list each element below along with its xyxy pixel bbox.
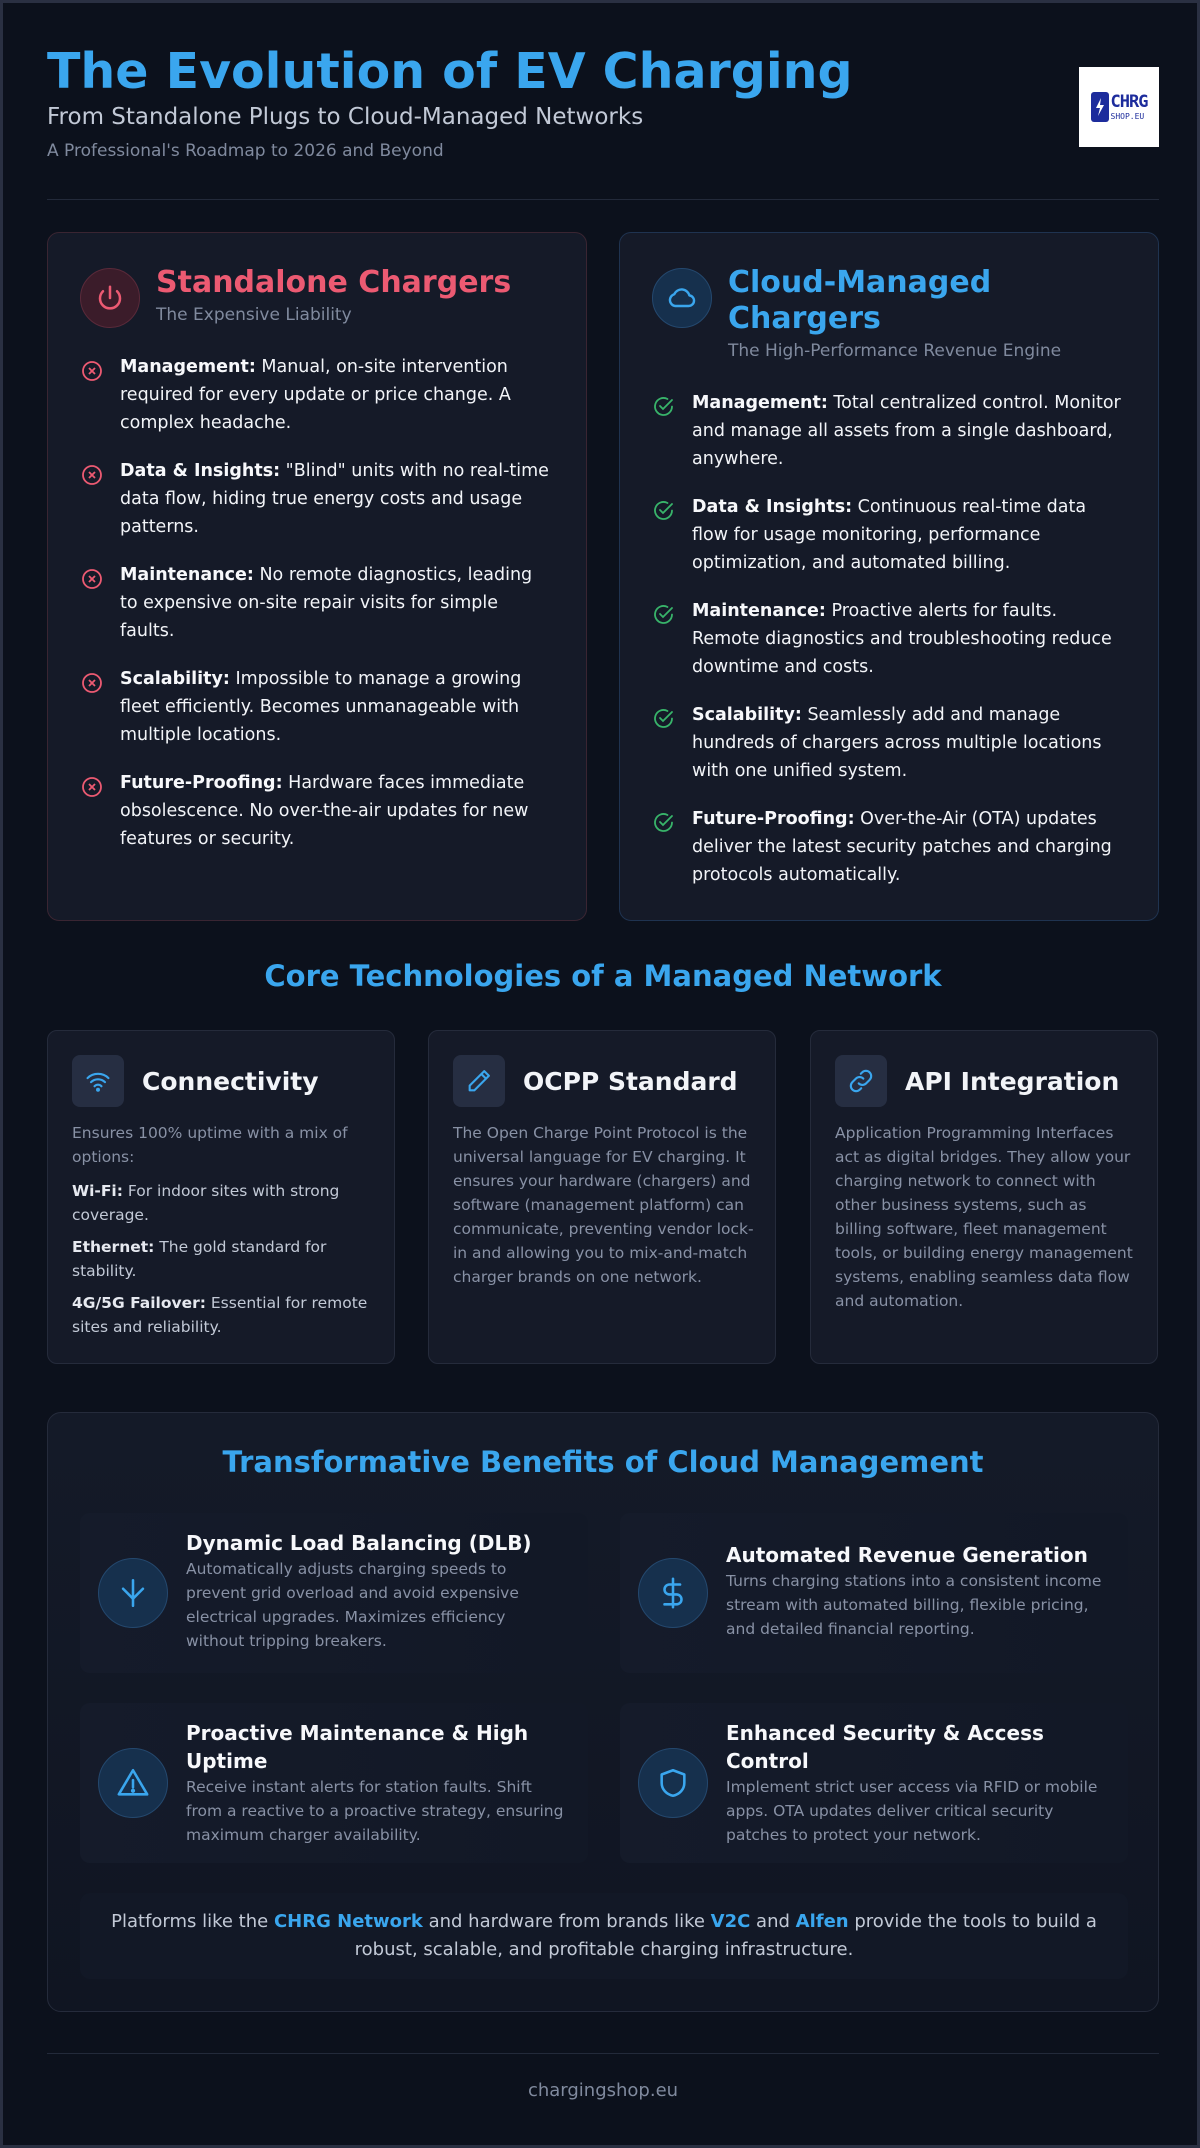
item-text: Impossible to manage a growing fleet efficiently. Becomes unmanageable with multiple locations. [120, 669, 522, 745]
note-text: and [750, 1911, 796, 1932]
standalone-subtitle: The Expensive Liability [156, 305, 352, 325]
link-icon [835, 1055, 887, 1107]
list-item [72, 1291, 374, 1339]
check-circle-icon [652, 811, 676, 835]
list-item [80, 353, 560, 437]
list-item [652, 493, 1132, 577]
list-item [652, 597, 1132, 681]
benefit-desc: Turns charging stations into a consistent income stream with automated billing, flexible pricing, and detailed financial reporting. [726, 1572, 1102, 1638]
dollar-icon [638, 1558, 708, 1628]
benefit-title: Automated Revenue Generation [726, 1543, 1088, 1567]
logo-subtext: SHOP.EU [1110, 111, 1145, 121]
item-text: Manual, on-site intervention required for every update or price change. A complex headache. [120, 357, 511, 433]
list-item [80, 561, 560, 645]
list-item [80, 665, 560, 749]
list-item [652, 701, 1132, 785]
note-text: provide the tools to build a robust, scalable, and profitable charging infrastructure. [354, 1911, 1097, 1960]
cloud-card [619, 232, 1159, 921]
x-circle-icon [80, 359, 104, 383]
connectivity-card [47, 1030, 395, 1364]
brand-alfen: Alfen [795, 1911, 849, 1932]
warning-icon [98, 1748, 168, 1818]
item-label: Future-Proofing: [692, 809, 855, 829]
check-circle-icon [652, 395, 676, 419]
benefit-desc: Receive instant alerts for station faults. Shift from a reactive to a proactive strategy, ensuring maximum charger availability. [186, 1778, 564, 1844]
item-text: No remote diagnostics, leading to expensive on-site repair visits for simple faults. [120, 565, 533, 641]
x-circle-icon [80, 463, 104, 487]
list-item [72, 1179, 374, 1227]
item-text: Over-the-Air (OTA) updates deliver the latest security patches and charging protocols automatically. [692, 809, 1112, 885]
option-text: The gold standard for stability. [72, 1238, 327, 1280]
benefit-card-security [620, 1703, 1128, 1863]
benefit-title: Dynamic Load Balancing (DLB) [186, 1531, 532, 1555]
brand-v2c: V2C [710, 1911, 751, 1932]
footer-url: chargingshop.eu [527, 2080, 679, 2101]
footer-divider [47, 2053, 1159, 2054]
header-divider [47, 199, 1159, 200]
cloud-icon [652, 268, 712, 328]
option-text: Essential for remote sites and reliability. [72, 1294, 368, 1336]
standalone-list [80, 353, 560, 873]
benefits-title: Transformative Benefits of Cloud Management [222, 1445, 984, 1479]
item-text: "Blind" units with no real-time data flow, hiding true energy costs and usage patterns. [120, 461, 549, 537]
item-label: Scalability: [692, 705, 802, 725]
list-item [80, 457, 560, 541]
platforms-note [80, 1893, 1128, 1979]
arrow-down-split-icon [98, 1558, 168, 1628]
item-text: Seamlessly add and manage hundreds of chargers across multiple locations with one unified system. [692, 705, 1102, 781]
benefit-desc: Implement strict user access via RFID or mobile apps. OTA updates deliver critical security patches to protect your network. [726, 1778, 1098, 1844]
option-label: Wi-Fi: [72, 1182, 123, 1200]
benefit-title: Proactive Maintenance & High Uptime [186, 1721, 529, 1773]
connectivity-intro: Ensures 100% uptime with a mix of options: [72, 1124, 348, 1166]
item-text: Hardware faces immediate obsolescence. No over-the-air updates for new features or security. [120, 773, 529, 849]
list-item [652, 389, 1132, 473]
item-text: Continuous real-time data flow for usage monitoring, performance optimization, and automated billing. [692, 497, 1087, 573]
x-circle-icon [80, 775, 104, 799]
item-text: Total centralized control. Monitor and manage all assets from a single dashboard, anywhere. [692, 393, 1121, 469]
list-item [652, 805, 1132, 889]
core-section-title: Core Technologies of a Managed Network [264, 959, 942, 993]
connectivity-title: Connectivity [142, 1066, 319, 1096]
page-tagline: A Professional's Roadmap to 2026 and Beyond [47, 141, 444, 161]
api-title: API Integration [905, 1066, 1120, 1096]
item-label: Management: [120, 357, 256, 377]
benefit-card-revenue [620, 1513, 1128, 1673]
option-label: 4G/5G Failover: [72, 1294, 206, 1312]
cloud-subtitle: The High-Performance Revenue Engine [728, 341, 1062, 361]
benefit-desc: Automatically adjusts charging speeds to prevent grid overload and avoid expensive electrical upgrades. Maximizes efficiency without tripping breakers. [186, 1560, 519, 1650]
api-body: Application Programming Interfaces act as digital bridges. They allow your charging network to connect with other business systems, such as billing software, fleet management tools, or building energy management systems, enabling seamless data flow and automation. [835, 1124, 1133, 1310]
item-label: Management: [692, 393, 828, 413]
x-circle-icon [80, 671, 104, 695]
cloud-title: Cloud-Managed Chargers [728, 265, 992, 336]
x-circle-icon [80, 567, 104, 591]
note-text: and hardware from brands like [422, 1911, 711, 1932]
cloud-list [652, 389, 1132, 909]
wifi-icon [72, 1055, 124, 1107]
note-text: Platforms like the [111, 1911, 274, 1932]
ocpp-body: The Open Charge Point Protocol is the universal language for EV charging. It ensures your hardware (chargers) and software (management platform) can communicate, preventing vendor lock-in and allowing you to mix-and-match charger brands on one network. [453, 1124, 754, 1286]
standalone-title: Standalone Chargers [156, 265, 512, 300]
option-label: Ethernet: [72, 1238, 155, 1256]
check-circle-icon [652, 499, 676, 523]
check-circle-icon [652, 707, 676, 731]
plug-bolt-icon [1091, 92, 1109, 122]
item-text: Proactive alerts for faults. Remote diagnostics and troubleshooting reduce downtime and costs. [692, 601, 1112, 677]
check-circle-icon [652, 603, 676, 627]
item-label: Data & Insights: [120, 461, 281, 481]
item-label: Maintenance: [120, 565, 254, 585]
item-label: Data & Insights: [692, 497, 853, 517]
page-title: The Evolution of EV Charging [47, 43, 853, 100]
benefit-card-maintenance [80, 1703, 588, 1863]
infographic-page [3, 3, 1197, 2145]
benefit-card-dlb [80, 1513, 588, 1673]
shield-icon [638, 1748, 708, 1818]
option-text: For indoor sites with strong coverage. [72, 1182, 340, 1224]
benefits-panel [47, 1412, 1159, 2012]
brand-chrg-network: CHRG Network [273, 1911, 423, 1932]
logo-text: CHRG [1110, 91, 1148, 112]
chrg-logo [1079, 67, 1159, 147]
power-icon [80, 268, 140, 328]
item-label: Future-Proofing: [120, 773, 283, 793]
standalone-card [47, 232, 587, 921]
list-item [80, 769, 560, 853]
benefit-title: Enhanced Security & Access Control [726, 1721, 1044, 1773]
api-card [810, 1030, 1158, 1364]
item-label: Scalability: [120, 669, 230, 689]
list-item [72, 1235, 374, 1283]
item-label: Maintenance: [692, 601, 826, 621]
pencil-icon [453, 1055, 505, 1107]
ocpp-title: OCPP Standard [523, 1066, 738, 1096]
ocpp-card [428, 1030, 776, 1364]
page-subtitle: From Standalone Plugs to Cloud-Managed Networks [47, 104, 644, 130]
